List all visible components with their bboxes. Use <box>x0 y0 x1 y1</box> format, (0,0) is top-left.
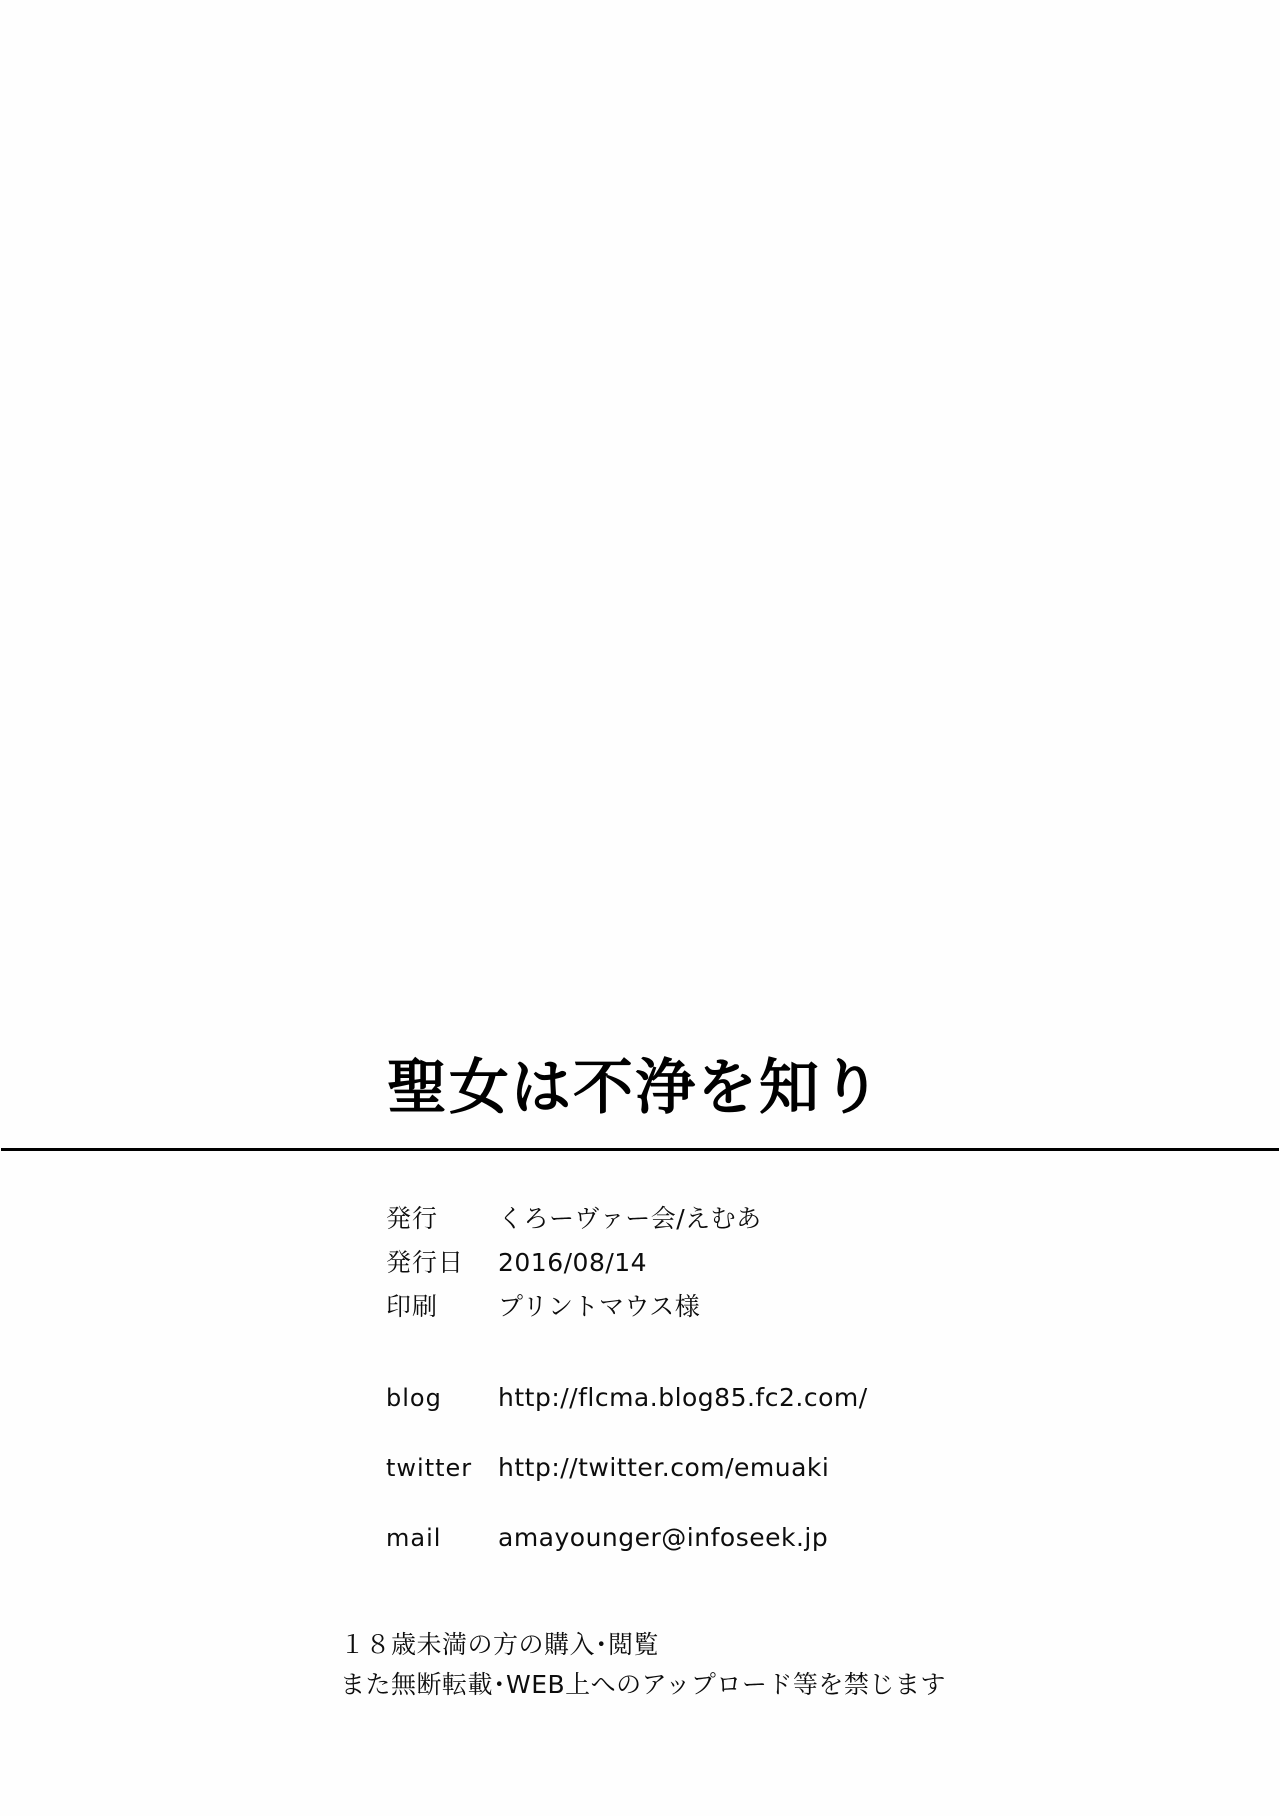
info-label: 印刷 <box>386 1292 439 1321</box>
notice-line-2: また無断転載･WEB上へのアップロード等を禁じます <box>340 1670 946 1699</box>
mail-address[interactable]: amayounger@infoseek.jp <box>498 1523 829 1552</box>
link-label: blog <box>386 1384 442 1412</box>
horizontal-rule <box>1 1148 1279 1151</box>
info-row <box>386 1241 1280 1285</box>
link-row-mail <box>386 1503 1280 1573</box>
info-row <box>386 1197 1280 1241</box>
info-value: くろーヴァー会/えむあ <box>498 1204 762 1233</box>
publication-info <box>386 1197 1280 1573</box>
contact-links <box>386 1363 1280 1573</box>
info-value: プリントマウス様 <box>498 1292 701 1321</box>
notice-line-1: １８歳未満の方の購入･閲覧 <box>340 1630 660 1659</box>
info-label: 発行 <box>386 1204 439 1233</box>
info-value: 2016/08/14 <box>498 1248 648 1277</box>
info-label: 発行日 <box>386 1248 465 1277</box>
link-row-blog <box>386 1363 1280 1433</box>
colophon-block <box>0 1040 1280 1705</box>
info-row <box>386 1285 1280 1329</box>
link-row-twitter <box>386 1433 1280 1503</box>
blog-url[interactable]: http://flcma.blog85.fc2.com/ <box>498 1383 868 1412</box>
age-restriction-notice <box>340 1625 1280 1705</box>
twitter-url[interactable]: http://twitter.com/emuaki <box>498 1453 830 1482</box>
page-title: 聖女は不浄を知り <box>387 1053 883 1123</box>
link-label: twitter <box>386 1454 473 1482</box>
link-label: mail <box>386 1524 442 1552</box>
